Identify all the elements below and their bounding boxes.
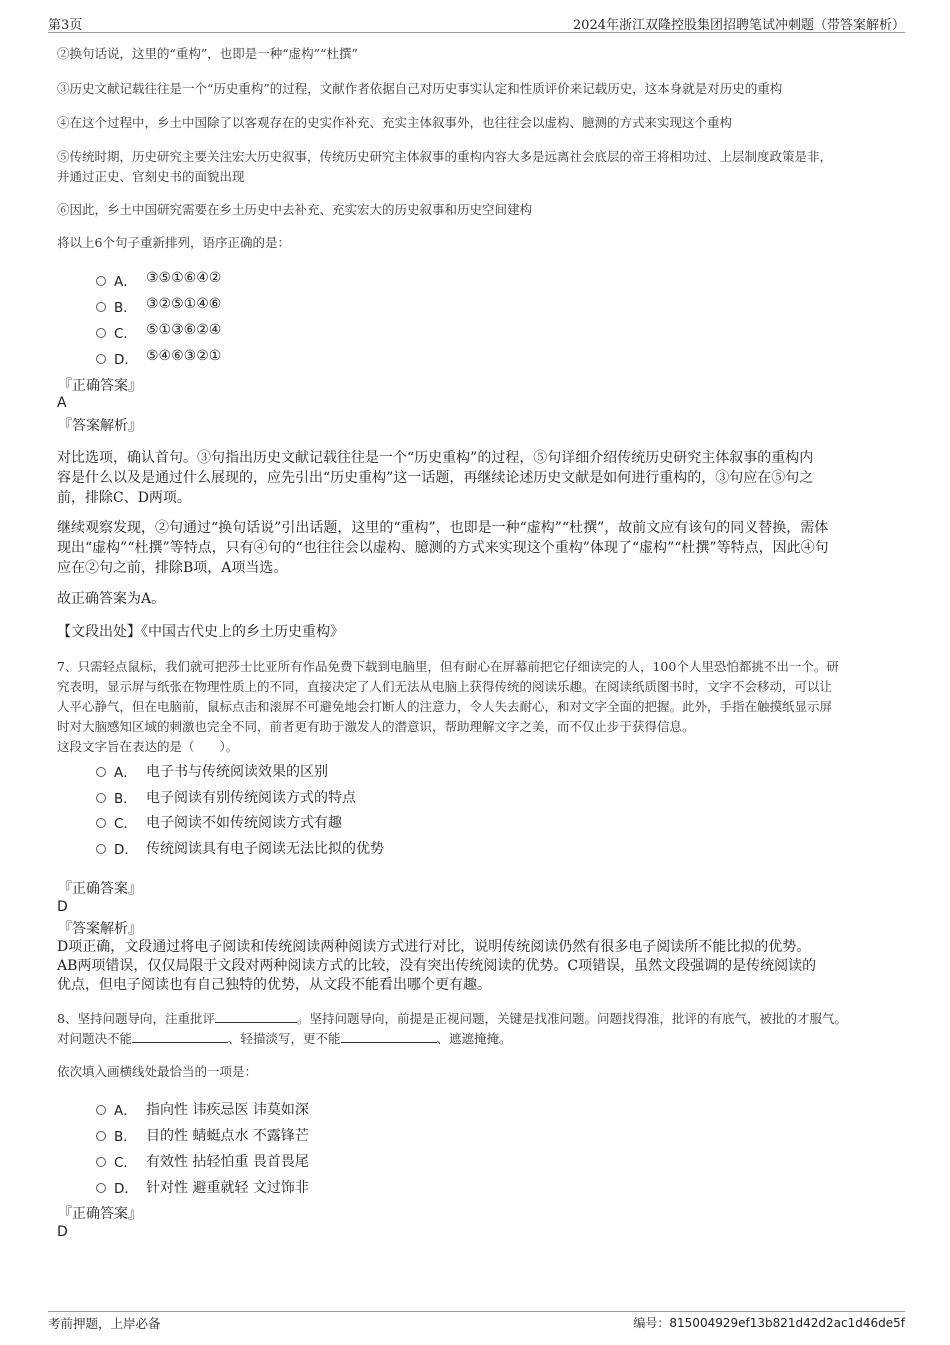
radio-icon[interactable]: [96, 1183, 106, 1193]
q7-answer: D: [57, 899, 68, 915]
q6-answer-label: 『正确答案』: [58, 378, 142, 394]
q7-stem-line: 7、只需轻点鼠标，我们就可把莎士比亚所有作品免费下载到电脑里，但有耐心在屏幕前把它仔细读完的人，100个人里恐怕都挑不出一个。研: [57, 659, 839, 674]
footer-slogan: 考前押题，上岸必备: [48, 1316, 161, 1331]
radio-icon[interactable]: [96, 793, 106, 803]
q7-stem-line: 究表明，显示屏与纸张在物理性质上的不同，直接决定了人们无法从电脑上获得传统的阅读乐趣。在阅读纸质图书时，文字不会移动，可以让: [57, 679, 833, 694]
radio-icon[interactable]: [96, 276, 106, 286]
radio-icon[interactable]: [96, 354, 106, 364]
q7-analysis-line: 优点，但电子阅读也有自己独特的优势，从文段不能看出哪个更有趣。: [57, 977, 491, 993]
q6-conclusion: 故正确答案为A。: [57, 591, 166, 607]
q6-analysis-line: 容是什么以及是通过什么展现的，应先引出“历史重构”这一话题，再继续论述历史文献是如何进行重构的，③句应在⑤句之: [57, 470, 814, 486]
footer-divider: [48, 1311, 905, 1312]
q6-analysis-line: 应在②句之前，排除B项，A项当选。: [57, 560, 288, 576]
q8-stem-line-1: 8、坚持问题导向，注重批评 。坚持问题导向，前提是正视问题，关键是找准问题。问题找得准，批评的有底气，被批的才服气。: [57, 1011, 847, 1026]
radio-icon[interactable]: [96, 1157, 106, 1167]
q6-analysis-line: 对比选项，确认首句。③句指出历史文献记载往往是一个“历史重构”的过程，⑤句详细介绍传统历史研究主体叙事的重构内: [57, 450, 814, 466]
document-title: 2024年浙江双隆控股集团招聘笔试冲刺题（带答案解析）: [572, 18, 905, 33]
q7-stem-line: 人平心静气，但在电脑前，鼠标点击和滚屏不可避免地会打断人的注意力，令人失去耐心，和对文字全面的把握。此外，手指在触摸纸显示屏: [57, 699, 833, 714]
q6-sentence-6: ⑥因此，乡土中国研究需要在乡土历史中去补充、充实宏大的历史叙事和历史空间建构: [57, 202, 533, 217]
q8-answer: D: [57, 1224, 68, 1240]
q6-sentence-2: ②换句话说，这里的“重构”，也即是一种“虚构”“杜撰”: [57, 46, 358, 61]
q6-source: 【文段出处】《中国古代史上的乡土历史重构》: [57, 624, 344, 640]
q7-analysis-label: 『答案解析』: [58, 921, 142, 937]
q7-prompt: 这段文字旨在表达的是（ ）。: [57, 739, 239, 754]
radio-icon[interactable]: [96, 328, 106, 338]
radio-icon[interactable]: [96, 844, 106, 854]
header-divider: [48, 32, 905, 33]
radio-icon[interactable]: [96, 1131, 106, 1141]
q7-answer-label: 『正确答案』: [58, 881, 142, 897]
radio-icon[interactable]: [96, 818, 106, 828]
q6-analysis-line: 前，排除C、D两项。: [57, 490, 191, 506]
q6-answer: A: [57, 395, 67, 411]
radio-icon[interactable]: [96, 767, 106, 777]
q6-analysis-label: 『答案解析』: [58, 418, 142, 434]
q8-prompt: 依次填入画横线处最恰当的一项是：: [57, 1064, 258, 1079]
q8-stem-line-2: 对问题决不能 、轻描淡写，更不能 、遮遮掩掩。: [57, 1031, 512, 1046]
radio-icon[interactable]: [96, 302, 106, 312]
fill-blank[interactable]: [215, 1009, 297, 1023]
q6-analysis-line: 继续观察发现，②句通过“换句话说”引出话题，这里的“重构”，也即是一种“虚构”“杜撰”，故前文应有该句的同义替换，需体: [57, 520, 829, 536]
fill-blank[interactable]: [341, 1029, 437, 1043]
q6-analysis-line: 现出“虚构”“杜撰”等特点，只有④句的“也往往会以虚构、臆测的方式来实现这个重构”体现了“虚构”“杜撰”等特点，因此④句: [57, 540, 829, 556]
q7-analysis-line: AB两项错误，仅仅局限于文段对两种阅读方式的比较，没有突出传统阅读的优势。C项错误，虽然文段强调的是传统阅读的: [57, 958, 817, 974]
page-number: 第3页: [48, 18, 83, 33]
q7-stem-line: 时对大脑感知区域的刺激也完全不同，前者更有助于激发人的潜意识，帮助理解文字之美，而不仅止步于获得信息。: [57, 719, 695, 734]
q6-sentence-3: ③历史文献记载往往是一个“历史重构”的过程，文献作者依据自己对历史事实认定和性质评价来记载历史，这本身就是对历史的重构: [57, 81, 783, 96]
q8-answer-label: 『正确答案』: [58, 1206, 142, 1222]
radio-icon[interactable]: [96, 1105, 106, 1115]
q6-sentence-5-cont: 并通过正史、官刻史书的面貌出现: [57, 169, 245, 184]
document-id: 编号：815004929ef13b821d42d2ac1d46de5f: [633, 1316, 905, 1330]
q6-sentence-5: ⑤传统时期，历史研究主要关注宏大历史叙事，传统历史研究主体叙事的重构内容大多是远离社会底层的帝王将相功过、上层制度政策是非，: [57, 149, 833, 164]
q6-prompt: 将以上6个句子重新排列，语序正确的是：: [57, 235, 290, 250]
fill-blank[interactable]: [132, 1029, 228, 1043]
q7-analysis-line: D项正确，文段通过将电子阅读和传统阅读两种阅读方式进行对比，说明传统阅读仍然有很多电子阅读所不能比拟的优势。: [57, 939, 811, 955]
q6-sentence-4: ④在这个过程中，乡土中国除了以客观存在的史实作补充、充实主体叙事外，也往往会以虚构、臆测的方式来实现这个重构: [57, 115, 733, 130]
